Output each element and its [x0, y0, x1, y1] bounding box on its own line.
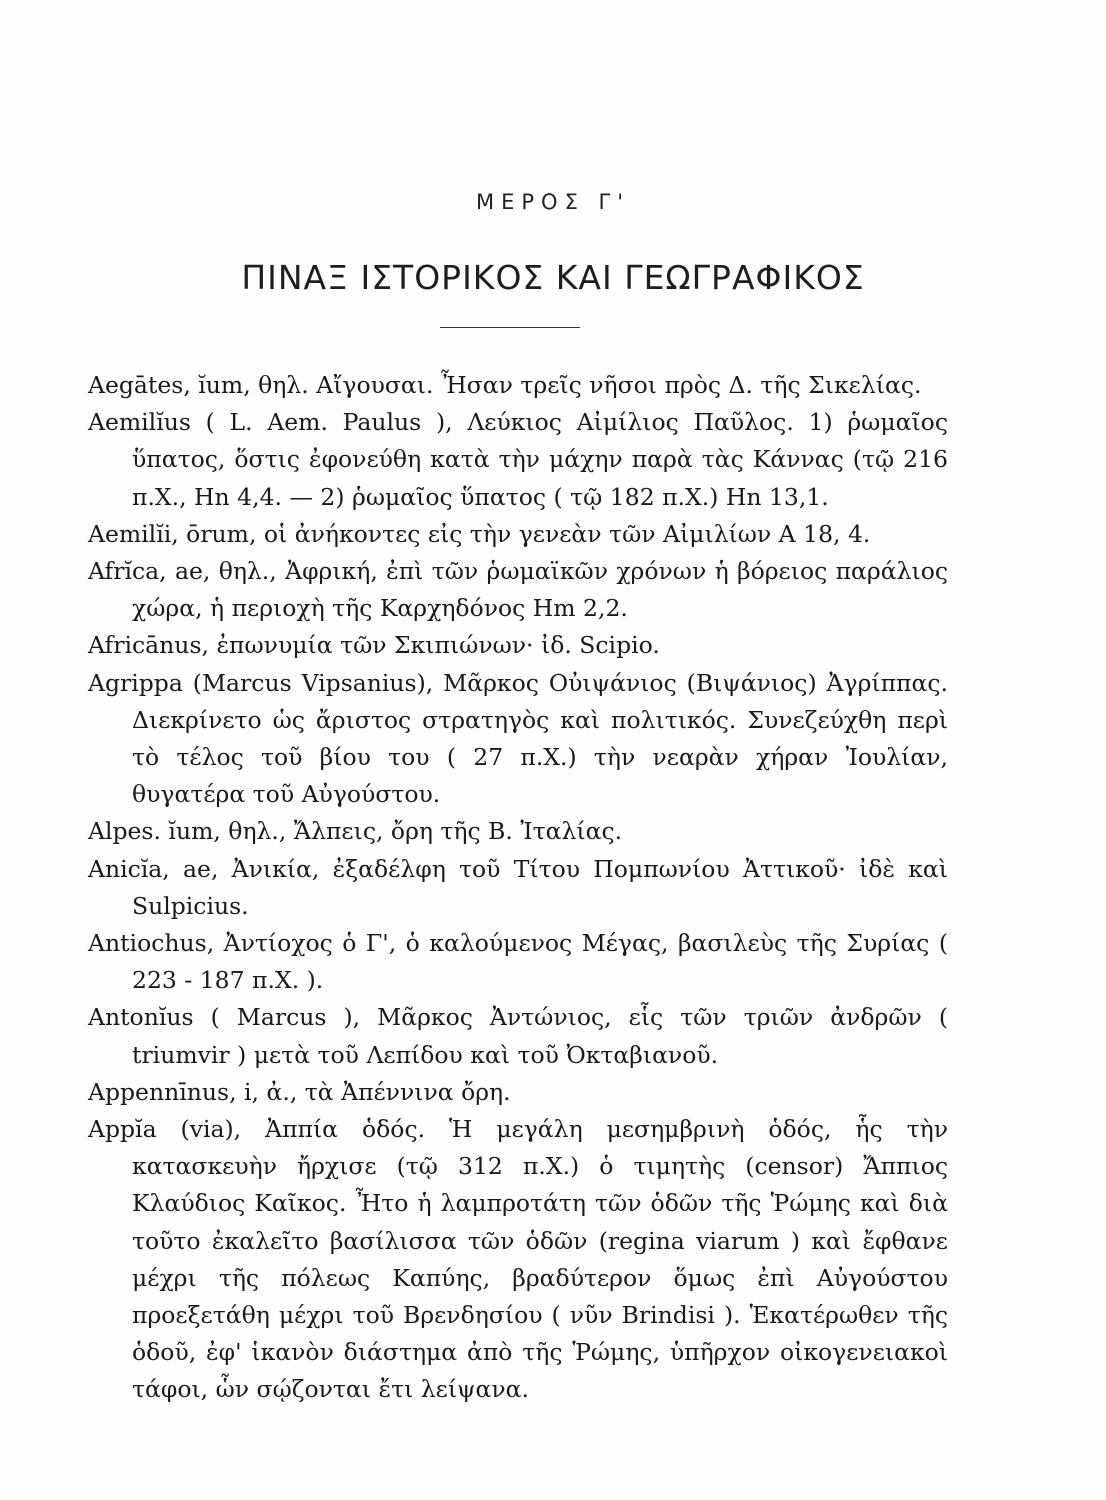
index-entry-appia: Appĭa (via), Ἀππία ὁδός. Ἡ μεγάλη μεσημβρινὴ ὁδός, ἧς τὴν κατασκευὴν ἤρχισε (τῷ 312 π.Χ.) ὁ τιμητὴς (censor) Ἄππιος Κλαύδιος Καῖκος. Ἦτο ἡ λαμπροτάτη τῶν ὁδῶν τῆς Ῥώμης καὶ διὰ τοῦτο ἐκαλεῖτο βασίλισσα τῶν ὁδῶν (regina viarum ) καὶ ἔφθανε μέχρι τῆς πόλεως Καπύης, βραδύτερον ὅμως ἐπὶ Αὐγούστου προεξετάθη μέχρι τοῦ Βρενδησίου ( νῦν Brindisi ). Ἑκατέρωθεν τῆς ὁδοῦ, ἐφ' ἱκανὸν διάστημα ἀπὸ τῆς Ῥώμης, ὑπῆρχον οἰκογενειακοὶ τάφοι, ὧν σῴζονται ἔτι λείψανα. — [88, 1115, 948, 1404]
index-entry-africa: Afrĭca, ae, θηλ., Ἀφρική, ἐπὶ τῶν ῥωμαϊκῶν χρόνων ἡ βόρειος παράλιος χώρα, ἡ περιοχὴ τῆς Καρχηδόνος Hm 2,2. — [88, 557, 948, 623]
index-entry-antonius: Antonĭus ( Marcus ), Μᾶρκος Ἀντώνιος, εἷς τῶν τριῶν ἀνδρῶν ( triumvir ) μετὰ τοῦ Λεπίδου καὶ τοῦ Ὀκταβιανοῦ. — [88, 1003, 948, 1069]
index-entry-anicia: Anicĭa, ae, Ἀνικία, ἐξαδέλφη τοῦ Τίτου Πομπωνίου Ἀττικοῦ· ἰδὲ καὶ Sulpicius. — [88, 854, 948, 920]
part-label: ΜΕΡΟΣ Γ' — [476, 190, 630, 214]
index-entry-africanus: Africānus, ἐπωνυμία τῶν Σκιπιώνων· ἰδ. Scipio. — [88, 631, 660, 660]
title-divider — [440, 327, 580, 328]
index-entry-antiochus: Antiochus, Ἀντίοχος ὁ Γ', ὁ καλούμενος Μέγας, βασιλεὺς τῆς Συρίας ( 223 - 187 π.Χ. ). — [88, 929, 948, 995]
index-entry-appenninus: Appennīnus, i, ἀ., τὰ Ἀπέννινα ὄρη. — [88, 1077, 511, 1106]
index-entry-alpes: Alpes. ĭum, θηλ., Ἄλπεις, ὄρη τῆς Β. Ἰταλίας. — [88, 817, 623, 846]
index-entry-agrippa: Agrippa (Marcus Vipsanius), Μᾶρκος Οὐιψάνιος (Βιψάνιος) Ἀγρίππας. Διεκρίνετο ὡς ἄριστος στρατηγὸς καὶ πολιτικός. Συνεζεύχθη περὶ τὸ τέλος τοῦ βίου του ( 27 π.Χ.) τὴν νεαρὰν χήραν Ἰουλίαν, θυγατέρα τοῦ Αὐγούστου. — [88, 668, 948, 809]
index-entry-aemilius: Aemilĭus ( L. Aem. Paulus ), Λεύκιος Αἰμίλιος Παῦλος. 1) ῥωμαῖος ὕπατος, ὅστις ἐφονεύθη κατὰ τὴν μάχην παρὰ τὰς Κάννας (τῷ 216 π.Χ., Hn 4,4. — 2) ῥωμαῖος ὕπατος ( τῷ 182 π.Χ.) Hn 13,1. — [88, 408, 948, 511]
index-entries — [88, 367, 948, 1409]
index-title: ΠΙΝΑΞ ΙΣΤΟΡΙΚΟΣ ΚΑΙ ΓΕΩΓΡΑΦΙΚΟΣ — [241, 258, 865, 297]
index-entry-aemilii: Aemilĭi, ōrum, οἱ ἀνήκοντες εἰς τὴν γενεὰν τῶν Αἰμιλίων A 18, 4. — [88, 519, 871, 548]
index-entry-aegates: Aegātes, ĭum, θηλ. Αἴγουσαι. Ἦσαν τρεῖς νῆσοι πρὸς Δ. τῆς Σικελίας. — [88, 371, 922, 399]
